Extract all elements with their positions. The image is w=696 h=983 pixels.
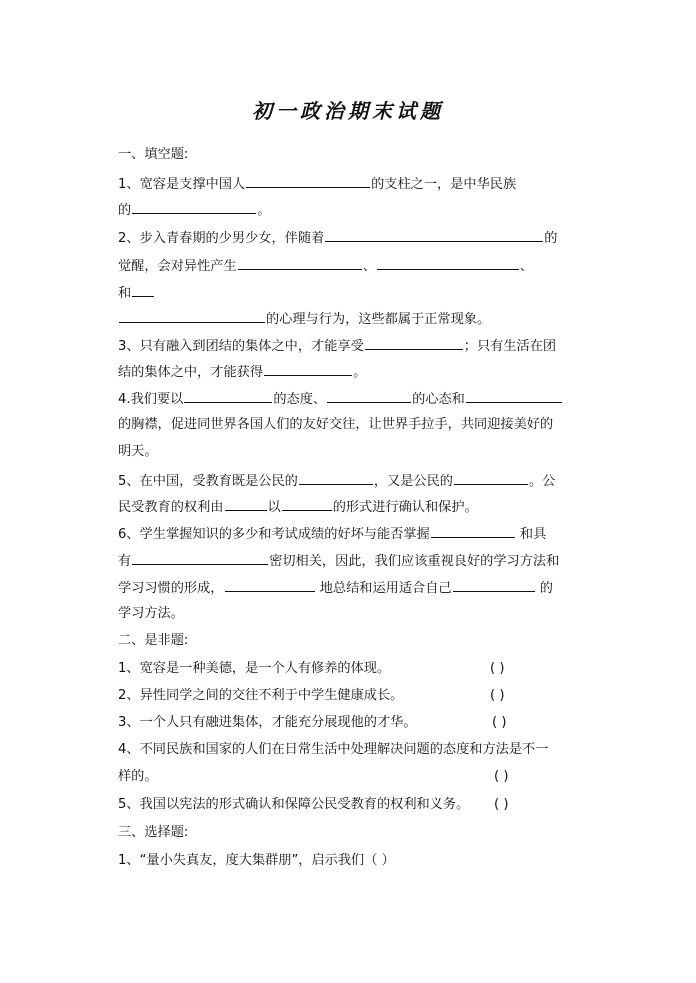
fill-q3-line2	[118, 362, 366, 382]
blank	[282, 497, 332, 511]
section-heading-fill: 一、填空题:	[118, 147, 189, 162]
text: 6、学生掌握知识的多少和考试成绩的好坏与能否掌握	[118, 527, 430, 542]
answer-paren[interactable]: ( )	[490, 661, 505, 676]
fill-q4-line3	[118, 443, 158, 461]
judge-item-4-line2	[118, 768, 158, 786]
judge-item-2	[118, 687, 403, 705]
blank	[454, 471, 528, 485]
text: 4、不同民族和国家的人们在日常生活中处理解决问题的态度和方法是不一	[118, 742, 549, 757]
text: 觉醒，会对异性产生	[118, 259, 237, 274]
text: 的	[539, 581, 553, 596]
blank	[466, 389, 562, 403]
text: 1、宽容是支撑中国人	[118, 177, 246, 192]
text: 、	[362, 259, 376, 274]
blank	[431, 524, 515, 538]
choice-q1: 1、“量小失真友，度大集群朋”，启示我们（ ）	[118, 853, 395, 868]
fill-q6-line2	[118, 551, 559, 571]
blank	[365, 336, 463, 350]
text: 以	[267, 500, 281, 515]
fill-q4-line2	[118, 416, 553, 434]
text: 和具	[519, 527, 547, 542]
blank	[132, 200, 256, 214]
blank	[132, 551, 268, 565]
blank	[325, 228, 543, 242]
fill-q1-line1	[118, 174, 516, 194]
text: 3、一个人只有融进集体，才能充分展现他的才华。	[118, 715, 417, 730]
text: 、	[519, 259, 534, 274]
blank	[377, 256, 519, 270]
text: 的	[544, 231, 558, 246]
text: 样的。	[118, 769, 158, 784]
text: 的形式进行确认和保护。	[332, 500, 478, 515]
fill-q5-line1	[118, 471, 555, 491]
text: 。	[353, 365, 367, 380]
answer-paren[interactable]: ( )	[494, 769, 509, 784]
text: ，又是公民的	[373, 474, 453, 489]
text: 2、步入青春期的少男少女，伴随着	[118, 231, 325, 246]
fill-q5-line2	[118, 497, 478, 517]
text: 4.我们要以	[118, 392, 184, 407]
blank	[246, 174, 370, 188]
blank	[238, 256, 362, 270]
fill-q3-line1	[118, 336, 556, 356]
blank	[327, 389, 411, 403]
section-heading-choice: 三、选择题:	[118, 825, 189, 840]
blank	[299, 471, 373, 485]
fill-q6-line1	[118, 524, 546, 544]
text: 的态度、	[273, 392, 327, 407]
fill-q4-line1	[118, 389, 563, 409]
blank	[132, 283, 154, 297]
text: 5、在中国，受教育既是公民的	[118, 474, 298, 489]
judge-item-1	[118, 660, 390, 678]
text: 。	[257, 203, 271, 218]
answer-paren[interactable]: ( )	[494, 797, 509, 812]
judge-item-3	[118, 714, 417, 732]
answer-paren[interactable]: ( )	[492, 715, 507, 730]
text: 5、我国以宪法的形式确认和保障公民受教育的权利和义务。	[118, 797, 470, 812]
blank	[184, 389, 272, 403]
text: 2、异性同学之间的交往不利于中学生健康成长。	[118, 688, 404, 703]
text: 民受教育的权利由	[118, 500, 224, 515]
fill-q6-line3	[118, 578, 553, 598]
section-heading-judge: 二、是非题:	[118, 633, 189, 648]
fill-q6-line4	[118, 605, 184, 623]
judge-item-5	[118, 796, 469, 814]
text: 的	[118, 203, 132, 218]
fill-q2-line3	[118, 283, 155, 303]
blank	[225, 578, 315, 592]
fill-q2-line2	[118, 256, 533, 276]
blank	[453, 578, 535, 592]
answer-paren[interactable]: ( )	[490, 688, 505, 703]
text: 的心态和	[412, 392, 465, 407]
text: 。公	[528, 474, 556, 489]
text: ；只有生活在团	[463, 339, 557, 354]
judge-item-4-line1	[118, 741, 548, 759]
text: 密切相关，因此，我们应该重视良好的学习方法和	[269, 554, 560, 569]
text: 的心理与行为，这些都属于正常现象。	[266, 312, 491, 327]
text: 学习习惯的形成，	[118, 581, 224, 596]
text: 的支柱之一，是中华民族	[371, 177, 517, 192]
text: 1、宽容是一种美德，是一个人有修养的体现。	[118, 661, 391, 676]
text: 明天。	[118, 444, 158, 459]
text: 地总结和运用适合自己	[319, 581, 452, 596]
text: 有	[118, 554, 132, 569]
fill-q1-line2	[118, 200, 270, 220]
text: 结的集体之中，才能获得	[118, 365, 264, 380]
text: 学习方法。	[118, 606, 184, 621]
text: 和	[118, 286, 132, 301]
blank	[119, 309, 265, 323]
blank	[264, 362, 352, 376]
fill-q2-line4	[118, 309, 490, 329]
text: 的胸襟，促进同世界各国人们的友好交往，让世界手拉手，共同迎接美好的	[118, 417, 554, 432]
page-title: 初一政治期末试题	[252, 99, 444, 123]
fill-q2-line1	[118, 228, 557, 248]
blank	[225, 497, 267, 511]
text: 3、只有融入到团结的集体之中，才能享受	[118, 339, 364, 354]
